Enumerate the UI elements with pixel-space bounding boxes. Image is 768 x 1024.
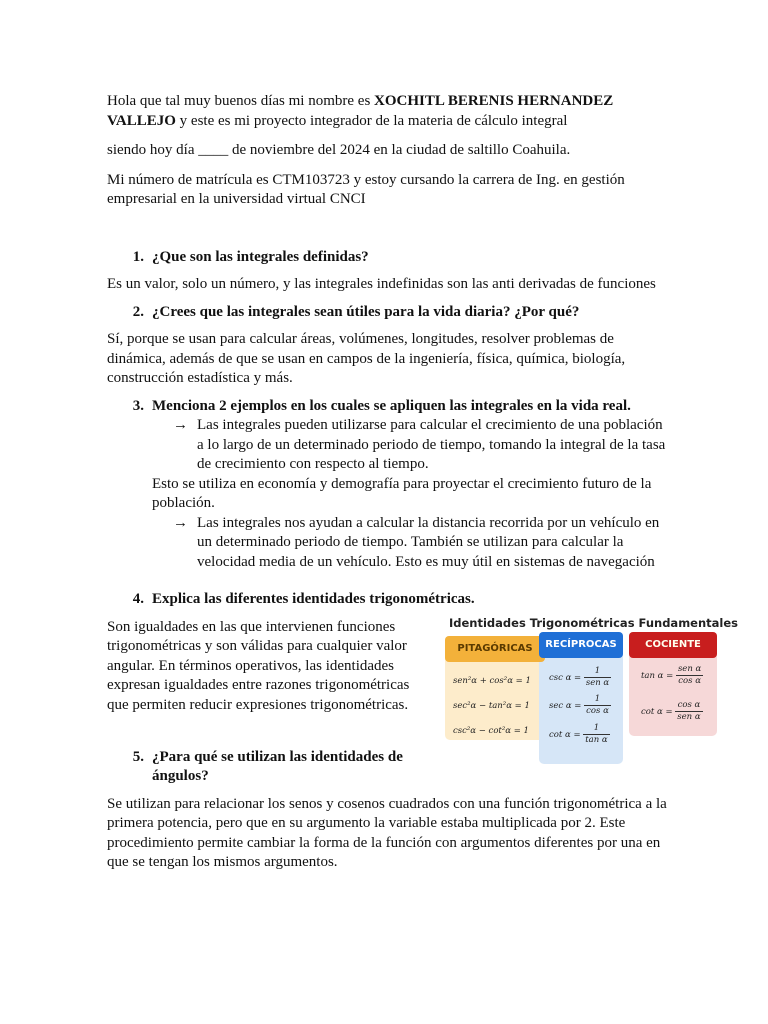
bullet-item [107,416,667,475]
numerator: 1 [584,694,611,706]
trig-identities-figure [445,614,739,764]
reciprocal-identity [549,694,611,717]
intro-text-cont: y este es mi proyecto integrador de la materia de cálculo integral [175,112,568,129]
formula-fraction [675,700,702,723]
denominator: tan α [585,734,608,745]
bullet-text: Las integrales nos ayudan a calcular la distancia recorrida por un vehículo en un determinado periodo de tiempo. También se utilizan para calcular la velocidad media de un vehículo. Esto es muy útil en sistemas de navegación [197,514,660,570]
pitagoricas-header: PITAGÓRICAS [445,636,545,662]
formula-lhs: tan α = [641,670,674,681]
answer-3-middle: Esto se utiliza en economía y demografía para proyectar el crecimiento futuro de la población. [152,475,652,511]
question-number: 3. [132,397,144,414]
intro-text: Hola que tal muy buenos días mi nombre es [107,93,375,109]
reciprocal-identity [549,723,610,746]
quotient-identity [641,664,703,687]
arrow-bullet-icon: → [173,417,188,433]
denominator: sen α [677,711,701,722]
intro-paragraph [107,92,667,131]
question-text: ¿Crees que las integrales sean útiles para la vida diaria? ¿Por qué? [152,303,580,320]
question-text: ¿Que son las integrales definidas? [152,248,369,265]
cociente-header: COCIENTE [629,632,717,658]
date-line: siendo hoy día ____ de noviembre del 2024 en la ciudad de saltillo Coahuila. [107,142,571,158]
numerator: cos α [675,700,702,712]
question-3 [107,397,667,417]
denominator: cos α [678,675,701,686]
section-4-body [107,615,739,748]
question-number: 1. [132,248,144,265]
question-text: Menciona 2 ejemplos en los cuales se apliquen las integrales en la vida real. [152,397,631,414]
formula-fraction [676,664,703,687]
question-4 [107,590,667,610]
bullet-text: Las integrales pueden utilizarse para calcular el crecimiento de una población a lo largo de un determinado periodo de tiempo, tomando la integral de la tasa de crecimiento con respecto al tiempo. [197,417,666,472]
figure-title: Identidades Trigonométricas Fundamentales [449,615,739,630]
bullet-item [107,514,667,573]
question-5 [107,748,417,787]
arrow-bullet-icon: → [173,514,188,531]
question-2 [107,303,667,323]
question-text: Explica las diferentes identidades trigonométricas. [152,591,475,607]
pythagorean-identity: csc²α − cot²α = 1 [453,725,529,736]
formula-lhs: cot α = [641,706,673,717]
answer-5: Se utilizan para relacionar los senos y cosenos cuadrados con una función trigonométrica a la primera potencia, pero que en su argumento la variable estaba multiplicada por 2. Este procedimiento permite cambiar la forma de la función con argumentos diferentes por una en que se tengan los mismos argumentos. [107,795,667,870]
question-number: 5. [132,748,144,765]
formula-fraction [584,666,611,689]
formula-lhs: cot α = [549,729,581,740]
question-text: ¿Para qué se utilizan las identidades de ángulos? [152,748,403,784]
answer-4: Son igualdades en las que intervienen funciones trigonométricas y son válidas para cualquier valor angular. En términos operativos, las identidades expresan igualdades entre razones trigonométricas que permiten reducir expresiones trigonométricas. [107,618,410,713]
reciprocal-identity [549,666,611,689]
answer-1: Es un valor, solo un número, y las integrales indefinidas son las anti derivadas de funciones [107,276,656,292]
quotient-identity [641,700,703,723]
question-1 [107,248,667,268]
formula-fraction [584,694,611,717]
student-name: XOCHITL BERENIS HERNANDEZ VALLEJO [107,93,614,129]
answer-2: Sí, porque se usan para calcular áreas, volúmenes, longitudes, resolver problemas de dinámica, además de que se usan en campos de la ingeniería, física, química, biología, construcción estadística y más. [107,331,626,386]
pythagorean-identity: sec²α − tan²α = 1 [453,700,530,711]
numerator: 1 [584,666,611,678]
numerator: sen α [677,663,702,674]
question-number: 2. [132,303,144,320]
pythagorean-identity: sen²α + cos²α = 1 [453,675,531,686]
denominator: sen α [585,677,610,688]
enrollment-line: Mi número de matrícula es CTM103723 y estoy cursando la carrera de Ing. en gestión empresarial en la universidad virtual CNCI [107,171,625,207]
numerator: 1 [583,723,609,735]
document-body [107,92,739,881]
formula-lhs: csc α = [549,672,582,683]
formula-lhs: sec α = [549,700,582,711]
denominator: cos α [586,705,609,716]
reciprocas-header: RECÍPROCAS [539,632,623,658]
formula-fraction [583,723,609,746]
question-number: 4. [132,591,144,607]
